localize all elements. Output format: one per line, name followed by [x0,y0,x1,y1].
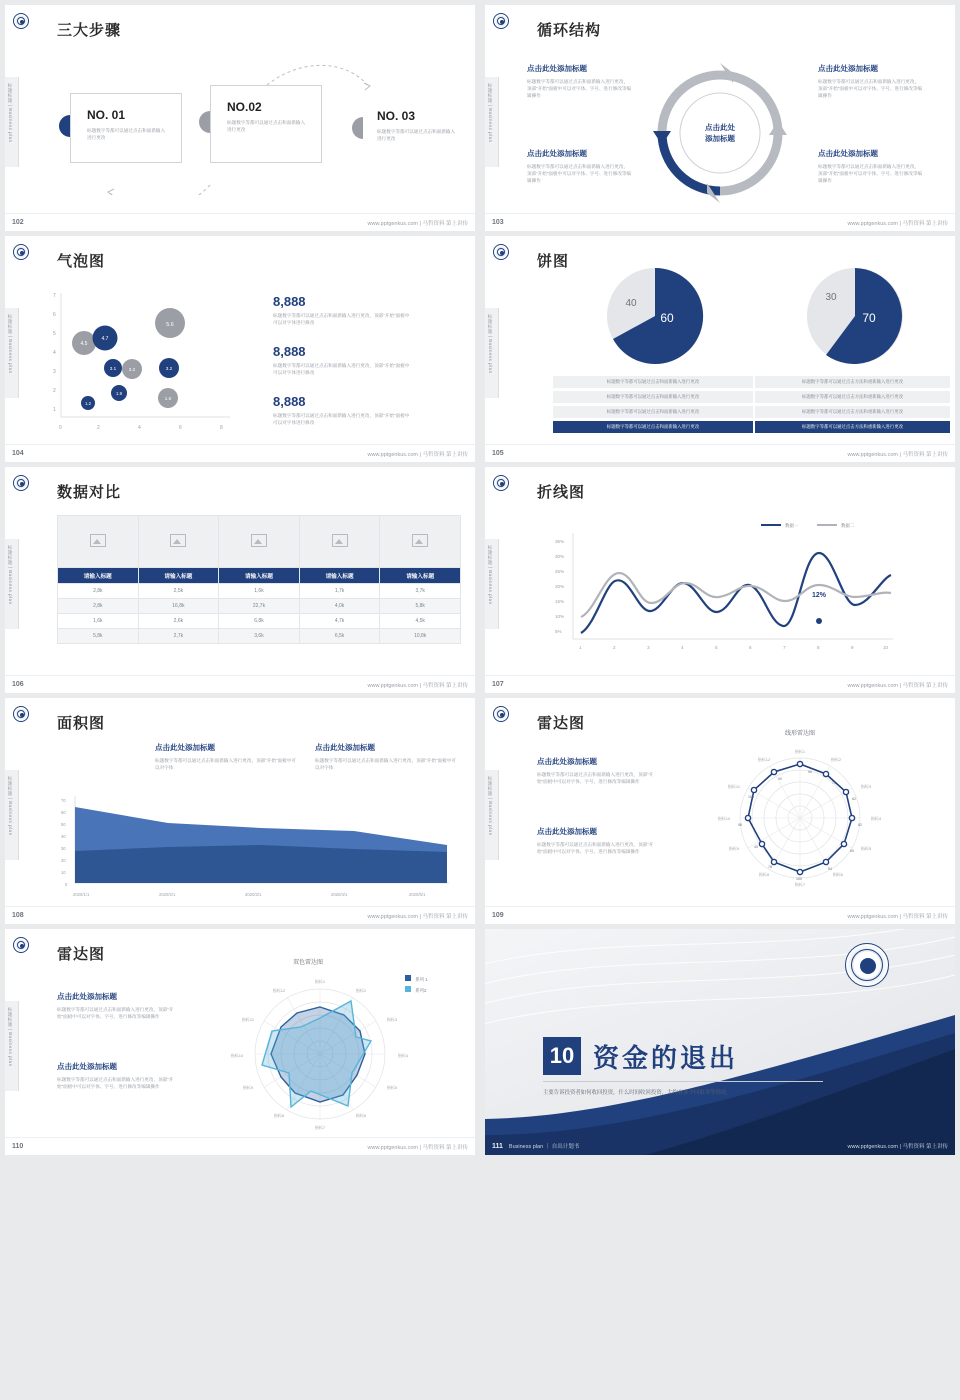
svg-text:82: 82 [858,823,862,827]
svg-text:40: 40 [61,834,66,839]
step-desc-3: 标题数字等都可以通过点击和面新输入进行更改 [377,129,456,141]
side-tab: 标题标题 | Business plan [5,1001,19,1091]
footer-note: www.pptgenkus.com | 马哲资料 第上讲传 [367,1144,468,1151]
brand-logo-icon [13,13,29,29]
cycle-text-block-2 [527,148,632,184]
slide-footer [5,906,475,924]
legend-item[interactable]: 标题数字等都可以通过点击和面新输入进行更改 [553,406,753,418]
brand-logo-icon [493,475,509,491]
line-chart [533,513,933,663]
svg-text:4.7: 4.7 [101,336,109,342]
cycle-body-3: 标题数字等都可以通过点击和面新输入进行更改，顶部“开始”面板中可以对字体、字号、进行修改等编辑操作 [818,79,923,98]
page-number: 103 [492,219,504,226]
svg-text:20%: 20% [555,584,565,589]
pie-legend-left [553,376,753,436]
page-number: 109 [492,912,504,919]
cycle-text-block-3 [818,63,923,99]
svg-text:5%: 5% [555,629,562,634]
step-card-2[interactable] [210,85,322,163]
svg-text:70: 70 [862,311,876,325]
bubble-chart [35,281,265,446]
svg-text:2020/1/1: 2020/1/1 [73,892,90,897]
svg-text:2: 2 [53,388,56,394]
svg-text:1.6: 1.6 [164,396,172,401]
step-number-3: NO. 03 [377,109,416,123]
stat-block-1 [273,294,413,326]
column-header: 请输入标题 [58,568,139,584]
area-body-1: 标题数字等都可以通过点击和面新输入进行更改，顶部“开始”面板中可以对字体 [155,758,296,770]
step-number-1: NO. 01 [87,108,126,122]
svg-text:15%: 15% [555,599,565,604]
cycle-text-block-1 [527,63,632,99]
svg-text:4: 4 [681,645,684,650]
table-cell: 5,8k [58,629,139,644]
brand-logo-icon [13,937,29,953]
svg-text:指标4: 指标4 [870,816,882,821]
column-header: 请输入标题 [219,568,300,584]
radar-head-1: 点击此处添加标题 [537,757,597,766]
svg-text:30%: 30% [555,554,565,559]
svg-text:6: 6 [749,645,752,650]
page-title: 折线图 [537,484,586,501]
svg-text:指标6: 指标6 [355,1113,367,1118]
slide-106 [5,467,475,693]
radar-text-block-1 [537,756,655,785]
svg-text:12%: 12% [811,592,827,599]
slide-footer [485,1137,955,1155]
side-tab: 标题标题 | Business plan [485,308,499,398]
stat-value-3: 8,888 [273,394,306,409]
radar-chart-line [700,740,900,900]
svg-text:2020/5/1: 2020/5/1 [409,892,426,897]
table-cell: 4,7k [299,614,380,629]
table-cell: 1,6k [219,584,300,599]
table-cell: 6,5k [299,629,380,644]
table-image-cell [138,516,219,568]
image-placeholder-icon [412,534,428,547]
table-cell: 3,7k [380,584,461,599]
brand-logo-icon [493,706,509,722]
svg-text:90: 90 [778,777,782,781]
radar-chart-title: 线形雷达图 [785,731,816,737]
slide-108 [5,698,475,924]
svg-text:指标9: 指标9 [728,846,740,851]
svg-text:指标11: 指标11 [241,1017,255,1022]
table-cell: 16,8k [138,599,219,614]
legend-label-series2: 系列2 [415,988,427,993]
stat-value-2: 8,888 [273,344,306,359]
svg-text:94: 94 [828,867,832,871]
svg-text:10: 10 [883,645,889,650]
svg-text:2020/4/1: 2020/4/1 [331,892,348,897]
svg-text:2020/3/1: 2020/3/1 [245,892,262,897]
area-head-1: 点击此处添加标题 [155,743,215,752]
table-cell: 2,6k [138,614,219,629]
radar-head-2: 点击此处添加标题 [537,827,597,836]
page-number: 102 [12,219,24,226]
slide-footer [5,675,475,693]
svg-text:10%: 10% [555,614,565,619]
svg-text:数据一: 数据一 [785,523,799,528]
slide-footer [5,1137,475,1155]
radar2-text-block-1 [57,991,175,1020]
side-tab: 标题标题 | Business plan [5,539,19,629]
svg-text:9: 9 [851,645,854,650]
brand-logo-icon [13,706,29,722]
radar-body-1: 标题数字等都可以通过点击和面新输入进行更改，顶部“开始”面板中可以对字体、字号、进行修改等编辑操作 [537,772,654,784]
legend-item[interactable]: 标题数字等都可以通过点击方法和重新输入进行更改 [755,376,950,388]
svg-text:2: 2 [613,645,616,650]
page-title: 数据对比 [57,484,122,501]
footer-note: www.pptgenkus.com | 马哲资料 第上讲传 [367,913,468,920]
pie-chart-right [795,264,915,369]
table-cell: 10,8k [380,629,461,644]
svg-text:6: 6 [179,425,182,431]
radar-body-2: 标题数字等都可以通过点击和面新输入进行更改，顶部“开始”面板中可以对字体、字号、进行修改等编辑操作 [537,842,654,854]
page-number: 105 [492,450,504,457]
svg-text:指标7: 指标7 [314,1125,326,1130]
area-head-2: 点击此处添加标题 [315,743,375,752]
svg-text:指标8: 指标8 [273,1113,285,1118]
legend-item[interactable]: 标题数字等都可以通过点击和面新输入进行更改 [553,391,753,403]
image-placeholder-icon [170,534,186,547]
page-title: 三大步骤 [57,22,122,39]
cycle-head-2: 点击此处添加标题 [527,149,587,158]
radar-text-block-2 [537,826,655,855]
svg-text:60: 60 [850,849,854,853]
legend-label-series1: 系列 1 [415,977,428,982]
brand-logo-icon [493,13,509,29]
page-title: 雷达图 [537,715,586,732]
svg-text:3: 3 [647,645,650,650]
svg-text:指标10: 指标10 [717,816,731,821]
cycle-head-4: 点击此处添加标题 [818,149,878,158]
table-cell: 2,8k [58,599,139,614]
area-body-2: 标题数字等都可以通过点击和面新输入进行更改，顶部“开始”面板中可以对字体 [315,758,456,770]
svg-text:2020/2/1: 2020/2/1 [159,892,176,897]
svg-text:20: 20 [61,858,66,863]
page-title: 气泡图 [57,253,106,270]
svg-text:指标11: 指标11 [727,784,741,789]
table-row [58,584,461,599]
area-text-block-2 [315,742,460,771]
table-cell: 3,6k [219,629,300,644]
svg-text:指标2: 指标2 [830,757,842,762]
svg-text:指标1: 指标1 [314,979,326,984]
svg-text:2: 2 [97,425,100,431]
svg-text:3.1: 3.1 [109,366,117,371]
table-image-cell [299,516,380,568]
table-cell: 2,5k [138,584,219,599]
svg-text:指标5: 指标5 [386,1085,398,1090]
svg-text:点击此处: 点击此处 [705,123,735,132]
radar2-text-block-2 [57,1061,175,1090]
side-tab: 标题标题 | Business plan [485,77,499,167]
footer-note: www.pptgenkus.com | 马哲资料 第上讲传 [847,451,948,458]
svg-text:60: 60 [61,810,66,815]
page-number: 106 [12,681,24,688]
svg-text:指标10: 指标10 [230,1053,244,1058]
svg-text:30: 30 [825,292,837,303]
column-header: 请输入标题 [380,568,461,584]
slide-footer [485,213,955,231]
svg-text:指标12: 指标12 [272,988,286,993]
cycle-head-3: 点击此处添加标题 [818,64,878,73]
cycle-text-block-4 [818,148,923,184]
university-seal-icon [845,943,889,987]
page-number: 111 [492,1142,503,1150]
footer-note: www.pptgenkus.com | 马哲资料 第上讲传 [367,682,468,689]
svg-text:1: 1 [53,407,56,413]
page-title: 循环结构 [537,22,602,39]
svg-text:6: 6 [53,312,56,318]
svg-text:指标1: 指标1 [794,749,806,754]
stat-body-2: 标题数字等都可以通过点击和面新输入进行更改，顶部“开始”面板中可以对字体进行修改 [273,363,410,375]
svg-text:数据二: 数据二 [841,523,855,528]
step-card-3[interactable] [363,97,469,163]
legend-item[interactable]: 标题数字等都可以通过点击方法和重新输入进行更改 [755,391,950,403]
side-tab: 标题标题 | Business plan [485,539,499,629]
svg-text:35%: 35% [555,539,565,544]
table-cell: 2,7k [138,629,219,644]
step-desc-2: 标题数字等都可以通过点击和面新输入进行更改 [227,120,306,132]
footer-note: www.pptgenkus.com | 马哲资料 第上讲传 [847,913,948,920]
section-description: 主要告诉投资者如何收回投资，什么时间收回投资，大约有多少回报率等情况。 [543,1090,732,1096]
svg-text:指标4: 指标4 [397,1053,409,1058]
svg-text:5: 5 [715,645,718,650]
side-tab: 标题标题 | Business plan [5,308,19,398]
table-image-cell [219,516,300,568]
step-number-2: NO.02 [227,100,262,114]
svg-text:指标3: 指标3 [860,784,872,789]
section-number: 10 [543,1037,581,1075]
footer-note: www.pptgenkus.com | 马哲资料 第上讲传 [847,682,948,689]
svg-text:添加标题: 添加标题 [705,134,735,143]
svg-text:0: 0 [65,882,68,887]
page-number: 110 [12,1143,24,1150]
step-card-1[interactable] [70,93,182,163]
slide-103 [485,5,955,231]
svg-text:1: 1 [579,645,582,650]
svg-text:4.5: 4.5 [80,341,88,347]
radar2-body-2: 标题数字等都可以通过点击和面新输入进行更改，顶部“开始”面板中可以对字体、字号、进行修改等编辑操作 [57,1077,174,1089]
table-image-row [58,516,461,568]
svg-text:1.2: 1.2 [85,401,91,406]
table-row [58,614,461,629]
slide-111 [485,929,955,1155]
image-placeholder-icon [90,534,106,547]
footer-note: www.pptgenkus.com | 马哲资料 第上讲传 [367,220,468,227]
table-header-row [58,568,461,584]
slide-footer [5,444,475,462]
pie-chart-left [595,264,715,369]
side-tab: 标题标题 | Business plan [485,770,499,860]
slide-105 [485,236,955,462]
svg-text:指标8: 指标8 [758,872,770,877]
table-cell: 22,7k [219,599,300,614]
table-cell: 5,8k [380,599,461,614]
legend-item[interactable]: 标题数字等都可以通过点击和面新输入进行更改 [553,376,753,388]
stat-block-2 [273,344,413,376]
brand-logo-icon [493,244,509,260]
footer-note: www.pptgenkus.com | 马哲资料 第上讲传 [367,451,468,458]
svg-text:指标5: 指标5 [860,846,872,851]
column-header: 请输入标题 [138,568,219,584]
svg-text:25%: 25% [555,569,565,574]
brand-logo-icon [13,244,29,260]
svg-text:60: 60 [660,311,674,325]
stat-value-1: 8,888 [273,294,306,309]
slide-footer [485,906,955,924]
svg-text:指标12: 指标12 [757,757,771,762]
svg-text:71: 71 [832,781,836,785]
area-text-block-1 [155,742,300,771]
side-tab: 标题标题 | Business plan [5,770,19,860]
slide-104 [5,236,475,462]
cycle-diagram [635,53,805,213]
table-row [58,599,461,614]
pie-legend-right [755,376,950,436]
svg-text:50: 50 [61,822,66,827]
svg-text:5.6: 5.6 [166,322,174,328]
svg-text:40: 40 [625,298,637,309]
stat-body-3: 标题数字等都可以通过点击和面新输入进行更改，顶部“开始”面板中可以对字体进行修改 [273,413,410,425]
table-row [58,629,461,644]
slide-110 [5,929,475,1155]
svg-text:10: 10 [61,870,66,875]
svg-text:98: 98 [738,823,742,827]
svg-text:4: 4 [138,425,141,431]
svg-text:7: 7 [53,293,56,299]
svg-text:0: 0 [59,425,62,431]
radar2-body-1: 标题数字等都可以通过点击和面新输入进行更改，顶部“开始”面板中可以对字体、字号、进行修改等编辑操作 [57,1007,174,1019]
slide-footer [485,675,955,693]
cycle-body-1: 标题数字等都可以通过点击和面新输入进行更改，顶部“开始”面板中可以对字体、字号、进行修改等编辑操作 [527,79,632,98]
table-cell: 2,8k [58,584,139,599]
side-tab: 标题标题 | Business plan [5,77,19,167]
table-cell: 4,5k [380,614,461,629]
legend-item-selected[interactable]: 标题数字等都可以通过点击和面新输入进行更改 [553,421,753,433]
table-cell: 6,8k [219,614,300,629]
cover-heading [543,1037,738,1075]
slide-109 [485,698,955,924]
table-cell: 1,6k [58,614,139,629]
stat-block-3 [273,394,413,426]
footer-note: www.pptgenkus.com | 马哲资料 第上讲传 [847,220,948,227]
footer-left-note: Business plan ｜ 自出计划书 [508,1144,580,1150]
footer-note: www.pptgenkus.com | 马哲资料 第上讲传 [847,1144,948,1150]
slide-footer [5,213,475,231]
legend-item-selected[interactable]: 标题数字等都可以通过点击方法和重新输入进行更改 [755,421,950,433]
slide-footer [485,444,955,462]
image-placeholder-icon [251,534,267,547]
comparison-table [57,515,461,644]
page-number: 107 [492,681,504,688]
area-chart [49,790,469,905]
svg-text:70: 70 [61,798,66,803]
table-image-cell [380,516,461,568]
page-title: 饼图 [537,253,570,270]
radar-chart-dual [215,969,428,1139]
table-image-cell [58,516,139,568]
table-cell: 1,7k [299,584,380,599]
radar2-head-1: 点击此处添加标题 [57,992,117,1001]
svg-text:指标6: 指标6 [832,872,844,877]
svg-text:62: 62 [852,797,856,801]
step-desc-1: 标题数字等都可以通过点击和面新输入进行更改 [87,128,166,140]
column-header: 请输入标题 [299,568,380,584]
stat-body-1: 标题数字等都可以通过点击和面新输入进行更改，顶部“开始”面板中可以对字体进行修改 [273,313,410,325]
svg-text:90: 90 [808,770,812,774]
image-placeholder-icon [332,534,348,547]
brand-logo-icon [13,475,29,491]
svg-text:3.2: 3.2 [165,366,173,371]
svg-text:3: 3 [53,369,56,375]
cycle-head-1: 点击此处添加标题 [527,64,587,73]
svg-text:指标2: 指标2 [355,988,367,993]
svg-text:8: 8 [220,425,223,431]
svg-text:指标7: 指标7 [794,882,806,887]
cycle-body-2: 标题数字等都可以通过点击和面新输入进行更改，顶部“开始”面板中可以对字体、字号、进行修改等编辑操作 [527,164,632,183]
svg-text:指标9: 指标9 [242,1085,254,1090]
page-number: 108 [12,912,24,919]
svg-text:指标3: 指标3 [386,1017,398,1022]
section-title: 资金的退出 [593,1042,739,1073]
page-number: 104 [12,450,24,457]
cycle-body-4: 标题数字等都可以通过点击和面新输入进行更改，顶部“开始”面板中可以对字体、字号、进行修改等编辑操作 [818,164,923,183]
svg-text:8: 8 [817,645,820,650]
page-title: 面积图 [57,715,106,732]
svg-text:7: 7 [783,645,786,650]
svg-text:5: 5 [53,331,56,337]
svg-text:3.2: 3.2 [128,367,136,372]
svg-text:100: 100 [796,877,802,881]
radar2-chart-title: 双色雷达图 [293,960,324,966]
svg-text:76: 76 [768,865,772,869]
svg-text:4: 4 [53,350,56,356]
slide-107 [485,467,955,693]
legend-item[interactable]: 标题数字等都可以通过点击方法和重新输入进行更改 [755,406,950,418]
slide-102 [5,5,475,231]
svg-text:100: 100 [748,795,754,799]
svg-text:1.9: 1.9 [115,391,123,396]
page-title: 雷达图 [57,946,106,963]
radar2-head-2: 点击此处添加标题 [57,1062,117,1071]
svg-text:45: 45 [754,845,758,849]
svg-text:30: 30 [61,846,66,851]
divider [543,1081,823,1082]
table-cell: 4,0k [299,599,380,614]
